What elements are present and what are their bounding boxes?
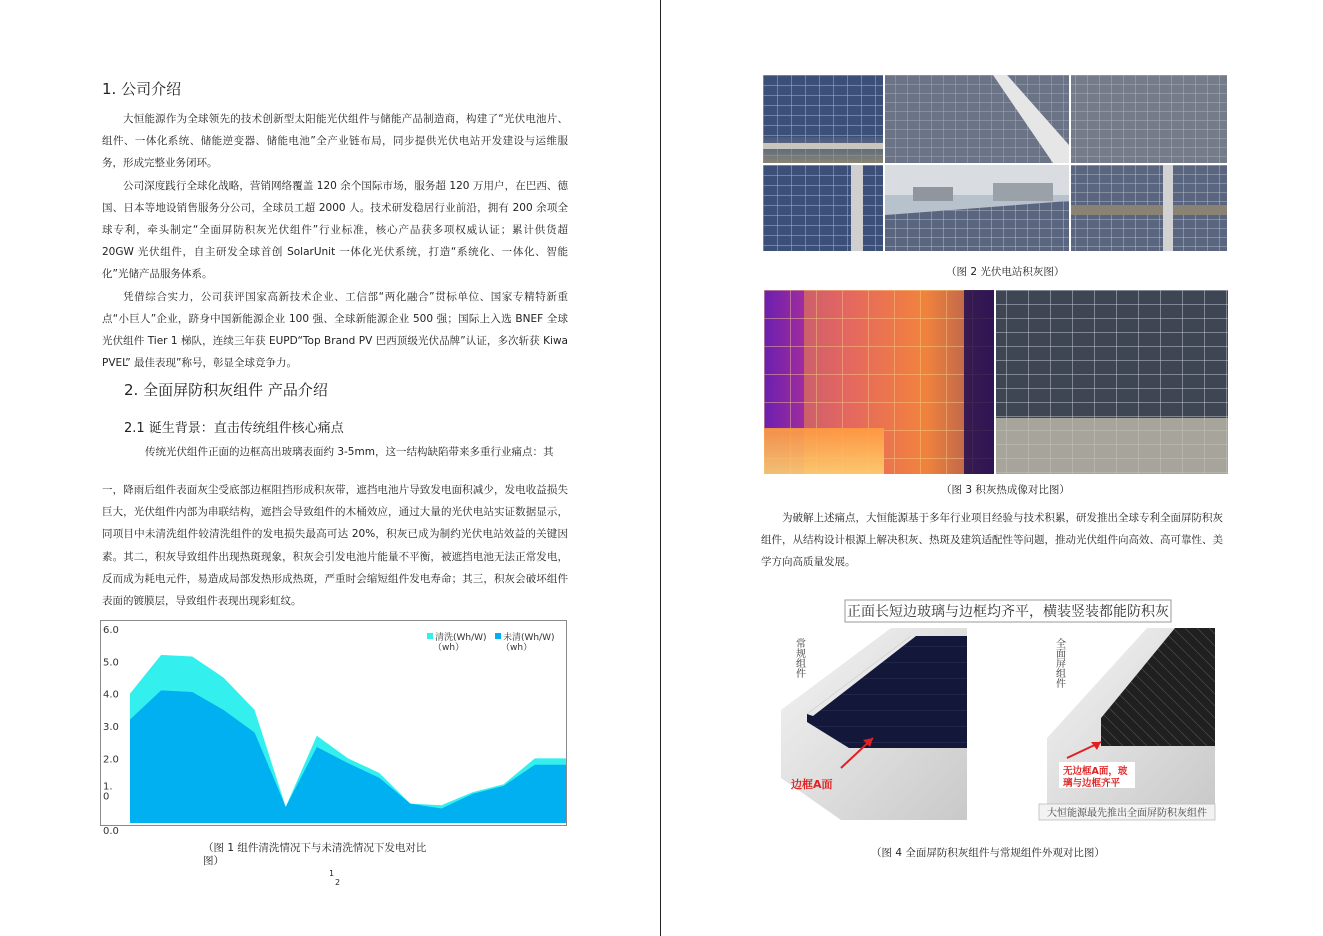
section-2-title: 2. 全面屏防积灰组件 产品介绍 [124, 381, 328, 399]
y-tick-label: 6.0 [103, 625, 119, 636]
legend-swatch [495, 633, 501, 639]
power-comparison-chart [100, 620, 570, 838]
figure-2-caption: （图 2 光伏电站积灰图） [946, 266, 1065, 278]
figure-2-dust-photos [763, 75, 1227, 251]
y-tick-label: 3.0 [103, 722, 119, 733]
figure-1-caption-line: （图 1 组件清洗情况下与未清洗情况下发电对比 [203, 842, 427, 854]
y-tick-label: 1. 0 [103, 781, 113, 803]
legend-label: 未清(Wh/W) [503, 633, 555, 643]
figure-4-banner: 正面长短边玻璃与边框均齐平，横装竖装都能防积灰 [847, 604, 1169, 620]
figure-4-module-comparison [771, 598, 1223, 826]
y-tick-label: 2.0 [103, 754, 119, 766]
y-tick-label: 0.0 [103, 826, 119, 837]
page-number-bottom: 2 [335, 878, 341, 887]
frame-a-callout: 边框A面 [791, 778, 833, 791]
y-tick-label: 5.0 [103, 657, 119, 669]
section-1-body [102, 108, 568, 374]
left-page [0, 0, 660, 936]
section-1-paragraph: 大恒能源作为全球领先的技术创新型太阳能光伏组件与储能产品制造商，构建了“光伏电池片、组件、一体化系统、储能逆变器、储能电池”全产业链布局，同步提供光伏电站开发建设与运维服务，形成完整业务闭环。 [102, 113, 568, 170]
conventional-module-label: 常规组件 [793, 638, 805, 678]
flush-glass-callout: 璃与边框齐平 [1063, 778, 1121, 789]
y-tick-label: 4.0 [103, 689, 119, 701]
dusty-panel-photo [996, 290, 1228, 420]
legend-label: （wh） [501, 643, 533, 653]
figure-3-thermal-comparison [764, 290, 1228, 476]
section-2-1-body-text: 一，降雨后组件表面灰尘受底部边框阻挡形成积灰带，遮挡电池片导致发电面积减少，发电收益损失巨大，光伏组件内部为串联结构，遮挡会导致组件的木桶效应，通过大量的光伏电站实证数据显示，同项目中未清洗组件较清洗组件的发电损失最高可达 20%，积灰已成为制约光伏电站效益的关键因素。其二，积灰导致组件出现热斑现象，积灰会引发电池片能量不平衡，被遮挡电池无法正常发电，反而成为耗电元件，易造成局部发热形成热斑，严重时会缩短组件发电寿命；其三，积灰会破坏组件表面的镀膜层，导致组件表现出现彩虹纹。 [102, 484, 568, 608]
legend-swatch [427, 633, 433, 639]
section-1-title: 1. 公司介绍 [102, 80, 182, 98]
section-1-paragraph: 公司深度践行全球化战略，营销网络覆盖 120 余个国际市场，服务超 120 万用户，在巴西、德国、日本等地设销售服务分公司，全球员工超 2000 人。技术研发稳居行业前沿，拥有 200 余项全球专利，牵头制定“全面屏防积灰光伏组件”行业标准，核心产品获多项权威认证；累计供货超 20GW 光伏组件，自主研发全球首创 SolarUnit 一体化光伏系统，打造“系统化、一体化、智能化”光储产品服务体系。 [102, 179, 568, 281]
section-2-1-lead: 传统光伏组件正面的边框高出玻璃表面约 3-5mm，这一结构缺陷带来多重行业痛点：其 [145, 446, 554, 458]
right-page [661, 0, 1323, 936]
full-screen-module-label: 全面屏组件 [1053, 638, 1065, 688]
figure-1-caption [203, 842, 426, 868]
figure-4-footer: 大恒能源最先推出全面屏防积灰组件 [1047, 808, 1207, 819]
page-number-top: 1 [329, 869, 335, 878]
solution-paragraph-text: 为破解上述痛点，大恒能源基于多年行业项目经验与技术积累，研发推出全球专利全面屏防积灰组件，从结构设计根源上解决积灰、热斑及建筑适配性等问题，推动光伏组件向高效、高可靠性、美学方向高质量发展。 [761, 512, 1223, 569]
flush-glass-callout: 无边框A面，玻 [1063, 766, 1128, 777]
figure-3-caption: （图 3 积灰热成像对比图） [941, 484, 1070, 496]
section-1-paragraph: 凭借综合实力，公司获评国家高新技术企业、工信部“两化融合”贯标单位、国家专精特新重点“小巨人”企业，跻身中国新能源企业 100 强、全球新能源企业 500 强；国际上入选 BNEF 全球光伏组件 Tier 1 梯队，连续三年获 EUPD“Top Brand PV 巴西顶级光伏品牌”认证，多次斩获 Kiwa PVEL” 最佳表现”称号，彰显全球竞争力。 [102, 290, 568, 370]
figure-4-caption: （图 4 全面屏防积灰组件与常规组件外观对比图） [871, 847, 1105, 859]
solution-paragraph [761, 507, 1223, 574]
legend-label: 清洗(Wh/W) [435, 633, 487, 643]
dust-photo-4 [763, 165, 883, 251]
figure-1-caption-line: 图） [203, 855, 224, 867]
section-2-1-body [102, 479, 568, 612]
section-2-1-title: 2.1 诞生背景：直击传统组件核心痛点 [124, 421, 344, 436]
legend-label: （wh） [433, 643, 465, 653]
